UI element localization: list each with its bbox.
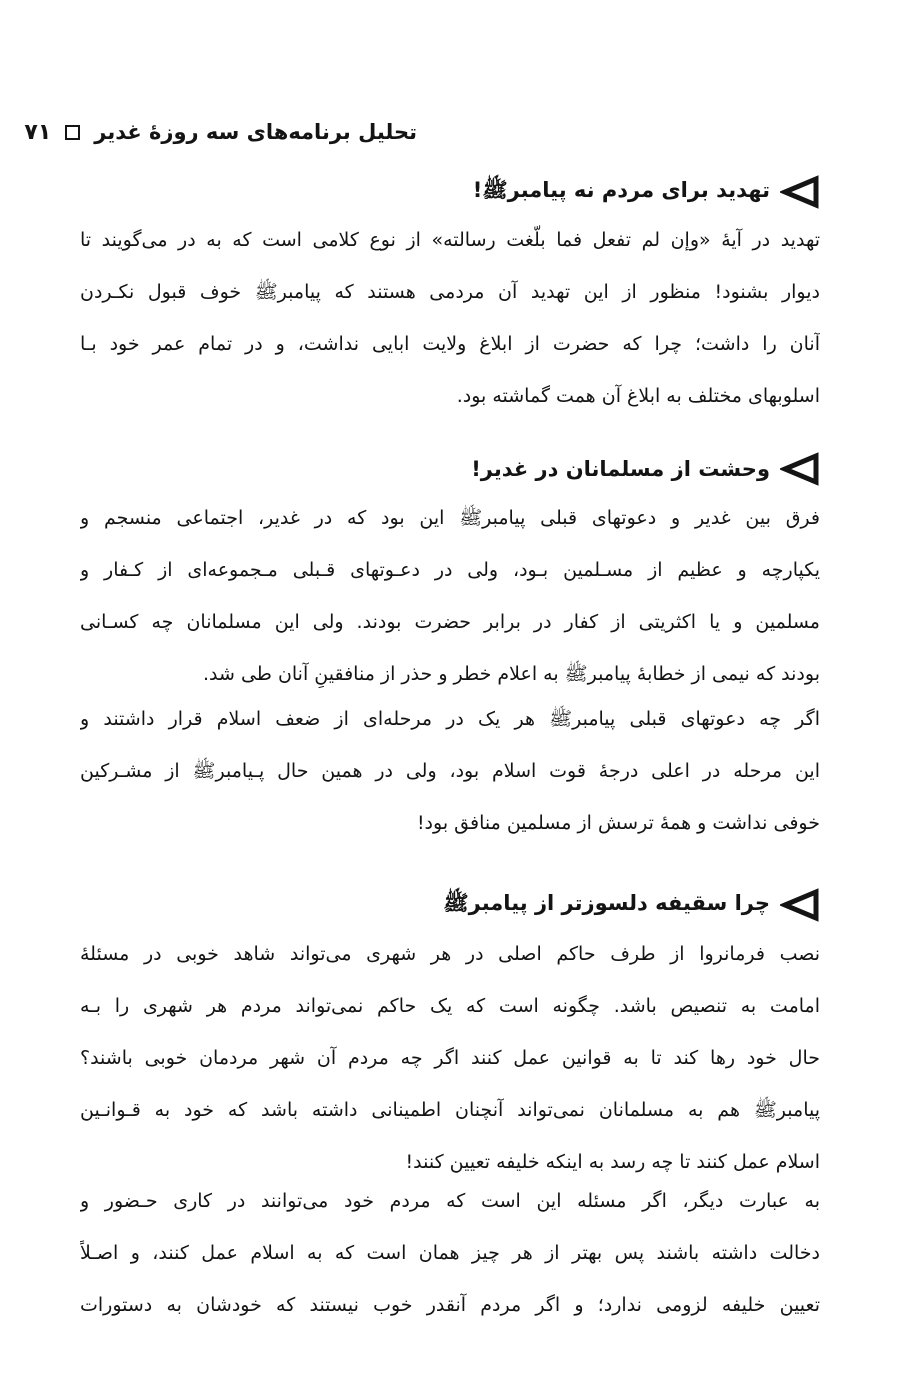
- text-line: بودند که نیمی از خطابهٔ پیامبرﷺ به اعلام خطر و حذر از منافقینِ آنان طی شد.: [202, 663, 820, 685]
- text-line: تهدید در آیهٔ «وإن لم تفعل فما بلّغت رسالته» از نوع کلامی است که به در می‌گویند تا: [80, 229, 820, 251]
- text-line: دخالت داشته باشند پس بهتر از هر چیز همان است که به اسلام عمل کنند، و اصـلاً: [80, 1242, 820, 1264]
- paragraph: [80, 928, 820, 1188]
- triangle-bullet-icon: [780, 452, 820, 486]
- text-line: یکپارچه و عظیم از مسـلمین بـود، ولی در دعـوتهای قـبلی مـجموعه‌ای از کـفار و: [80, 559, 820, 581]
- text-line: حال خود رها کند تا به قوانین عمل کنند اگر چه مردم آن شهر مردمان خوبی باشند؟: [80, 1047, 820, 1069]
- text-line: دیوار بشنود! منظور از این تهدید آن مردمی هستند که پیامبرﷺ خوف قبول نکـردن: [80, 281, 820, 303]
- triangle-bullet-icon: [780, 175, 820, 209]
- text-line: تعیین خلیفه لزومی ندارد؛ و اگر مردم آنقدر خوب نیستند که خودشان به دستورات: [80, 1294, 820, 1316]
- text-line: اسلام عمل کنند تا چه رسد به اینکه خلیفه تعیین کنند!: [405, 1151, 820, 1173]
- text-line: آنان را داشت؛ چرا که حضرت از ابلاغ ولایت ابایی نداشت، و در تمام عمر خود بـا: [80, 333, 820, 355]
- text-line: امامت به تنصیص باشد. چگونه است که یک حاکم نمی‌تواند مردم هر شهری را بـه: [80, 995, 820, 1017]
- paragraph: [80, 1175, 820, 1331]
- section-heading-text: چرا سقیفه دلسوزتر از پیامبرﷺ: [443, 890, 770, 915]
- text-line: نصب فرمانروا از طرف حاکم اصلی در هر شهری می‌تواند شاهد خوبی در مسئلهٔ: [80, 943, 820, 965]
- text-line: مسلمین و یا اکثریتی از کفار در برابر حضرت بودند. ولی این مسلمانان چه کسـانی: [80, 611, 820, 633]
- text-line: به عبارت دیگر، اگر مسئله این است که مردم خود می‌توانند در کاری حـضور و: [80, 1190, 820, 1212]
- text-line: پیامبرﷺ هم به مسلمانان نمی‌تواند آنچنان اطمینانی داشته باشد که خود به قـوانـین: [80, 1099, 820, 1121]
- text-line: اگر چه دعوتهای قبلی پیامبرﷺ هر یک در مرحله‌ای از ضعف اسلام قرار داشتند و: [80, 708, 820, 730]
- paragraph: [80, 492, 820, 700]
- text-line: فرق بین غدیر و دعوتهای قبلی پیامبرﷺ این بود که در غدیر، اجتماعی منسجم و: [80, 507, 820, 529]
- page-number: ۷۱: [24, 119, 52, 145]
- text-line: اسلوبهای مختلف به ابلاغ آن همت گماشته بود.: [456, 385, 820, 407]
- section-heading-saqifa: [80, 883, 820, 927]
- paragraph: [80, 693, 820, 849]
- paragraph: [80, 214, 820, 422]
- running-head: [24, 112, 417, 152]
- running-head-title: تحلیل برنامه‌های سه روزهٔ غدیر: [94, 120, 417, 144]
- section-heading-fear: [80, 447, 820, 491]
- section-heading-text: تهدید برای مردم نه پیامبرﷺ!: [472, 177, 770, 202]
- triangle-bullet-icon: [780, 888, 820, 922]
- section-heading-threat: [80, 170, 820, 214]
- section-heading-text: وحشت از مسلمانان در غدیر!: [471, 457, 770, 481]
- text-line: خوفی نداشت و همهٔ ترسش از مسلمین منافق بود!: [416, 812, 820, 834]
- square-ornament-icon: [65, 125, 80, 140]
- text-line: این مرحله در اعلی درجهٔ قوت اسلام بود، ولی در همین حال پـیامبرﷺ از مشـرکین: [80, 760, 820, 782]
